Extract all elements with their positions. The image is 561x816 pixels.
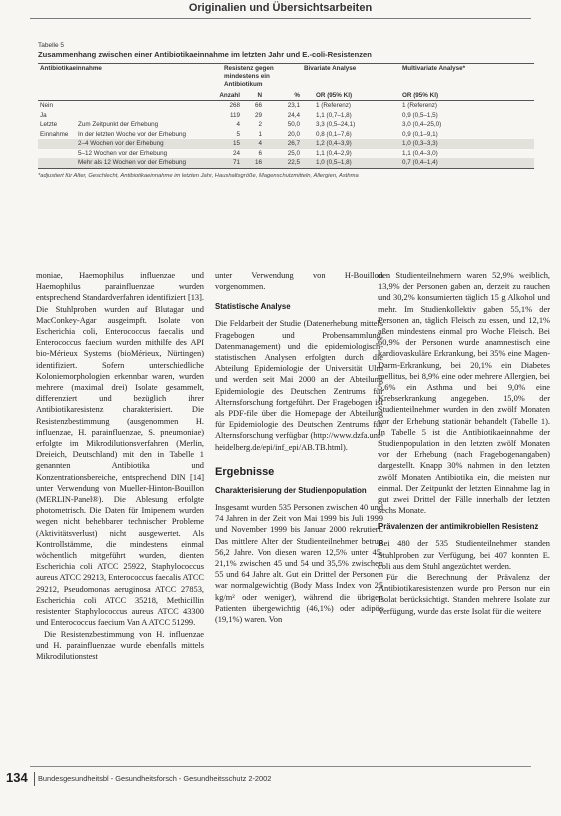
subhead-anzahl: Anzahl — [206, 90, 242, 101]
col-head-bivariate: Bivariate Analyse — [304, 65, 357, 72]
cell-n: 66 — [254, 102, 262, 110]
cell-intake — [38, 158, 76, 168]
cell-pct: 22,5 — [264, 158, 302, 168]
cell-intake: Einnahme — [40, 130, 69, 138]
cell-intake: Letzte — [40, 121, 58, 129]
subhead-or-multivariate: OR (95% KI) — [400, 90, 534, 101]
cell-intake — [38, 139, 76, 149]
table-row — [38, 101, 534, 111]
subheading-population: Charakterisierung der Studienpopulation — [215, 486, 367, 496]
cell-pct: 23,1 — [287, 102, 300, 110]
paragraph: Bei 480 der 535 Studienteilnehmer standen Stuhlproben zur Verfügung, bei 407 konnten E. coli aus dem Stuhl angezüchtet werden. — [378, 539, 550, 571]
col-head-intake: Antibiotikaeinnahme — [40, 65, 102, 72]
cell-timing: Zum Zeitpunkt der Erhebung — [78, 121, 159, 129]
cell-pct: 26,7 — [264, 139, 302, 149]
cell-anzahl: 15 — [206, 139, 242, 149]
subheading-prevalence: Prävalenzen der antimikrobiellen Resistenz — [378, 522, 539, 532]
paragraph: Die Feldarbeit der Studie (Datenerhebung mittels Fragebogen und Probensammlung, Datenmanagement) und die epidemiologisch-statistischen Analysen erfolgten durch die Abteilung Epidemiologie der Universität Ulm und werden seit Mai 2000 an der Abteilung Epidemiologie des Deutschen Zentrums für Alternsforschung fortgeführt. Der Fragebogen ist als PDF-file über die Homepage der Abteilung für Epidemiologie des Deutschen Zentrums für Alternsforschung verfügbar (http://www.dzfa.uni-heidelberg.de/epi/inf_epi/AB.TB.html). — [215, 319, 383, 452]
cell-pct: 25,0 — [287, 149, 300, 157]
table-footnote: *adjustiert für Alter, Geschlecht, Antibiotikaeinnahme im letzten Jahr, Haushaltsgröße, Magenschutzmitteln, Allergien, Asthma — [38, 172, 359, 179]
paragraph: den Studienteilnehmern waren 52,9% weiblich, 13,9% der Personen gaben an, derzeit zu rauchen und 30,2% konsumierten täglich 15 g Alkohol und mehr. Im Studienkollektiv gaben 55,1% der Personen an, täglich Fleisch zu essen, und 12,1% aßen mindestens einmal pro Woche Fleisch. Bei 60,9% der Personen wurde anamnestisch eine kardiovaskuläre Erkrankung, bei 35% eine Magen-Darm-Erkrankung, bei 20,1% ein Diabetes mellitus, bei 8,9% eine oder mehrere Allergien, bei 5,6% ein Asthma und bei 9,0% eine Krebserkrankung angegeben. 15,0% der Studienteilnehmer wurden in den zwölf Monaten vor der Erhebung stationär behandelt (Tabelle 1). In Tabelle 5 ist die Antibiotikaeinnahme der Studienpopulation in den letzten zwölf Monaten vor der Erhebung (nach Fragebogenangaben) dargestellt. Knapp 30% nahmen in den letzten zwölf Monaten Antibiotika ein, die meisten nur einmal. Der Zeitpunkt der letzten Einnahme lag in gut zwei Drittel der Fälle innerhalb der letzten sechs Monate. — [378, 271, 550, 516]
cell-timing: Mehr als 12 Wochen vor der Erhebung — [76, 158, 206, 168]
col-head-resistance: Resistenz gegen mindestens ein Antibiotikum — [224, 65, 274, 88]
paragraph: Insgesamt wurden 535 Personen zwischen 40 und 74 Jahren in der Zeit von Mai 1999 bis Juli 1999 und November 1999 bis Januar 2000 rekrutiert. Das mittlere Alter der Studienteilnehmer betrug 56,2 Jahre. Von diesen waren 12,5% unter 45, 21,1% zwischen 45 und 54 und 35,5% zwischen 55 und 64 Jahre alt. Gut ein Drittel der Personen war normalgewichtig (Body Mass Index von 25 kg/m² oder weniger), während die übrigen Patienten übergewichtig (46,1%) oder adipös (19,1%) waren. Von — [215, 503, 383, 625]
section-heading-results: Ergebnisse — [215, 465, 275, 478]
cell-n: 1 — [258, 130, 262, 138]
cell-anzahl: 24 — [232, 149, 240, 157]
cell-multivariate: 3,0 (0,4–25,0) — [402, 121, 442, 129]
cell-anzahl: 119 — [229, 111, 240, 119]
cell-bivariate: 0,8 (0,1–7,6) — [316, 130, 352, 138]
table-5 — [38, 42, 534, 179]
cell-pct: 50,0 — [287, 121, 300, 129]
table-row — [38, 130, 534, 140]
cell-anzahl: 4 — [236, 121, 240, 129]
table-row — [38, 139, 534, 149]
cell-multivariate: 0,9 (0,1–9,1) — [402, 130, 438, 138]
paragraph: unter Verwendung von H-Bouillon vorgenommen. — [215, 271, 383, 292]
page-number: 134 — [6, 770, 28, 785]
cell-timing: 5–12 Wochen vor der Erhebung — [78, 149, 168, 157]
cell-timing: 2–4 Wochen vor der Erhebung — [76, 139, 206, 149]
cell-bivariate: 3,3 (0,5–24,1) — [316, 121, 356, 129]
cell-timing — [76, 111, 206, 121]
cell-anzahl: 268 — [229, 102, 240, 110]
table-row — [38, 149, 534, 159]
cell-pct: 24,4 — [287, 111, 300, 119]
cell-bivariate: 1,0 (0,5–1,8) — [302, 158, 400, 168]
cell-multivariate: 1,0 (0,3–3,3) — [400, 139, 534, 149]
journal-footer: Bundesgesundheitsbl - Gesundheitsforsch - Gesundheitsschutz 2-2002 — [38, 774, 272, 783]
cell-n: 4 — [242, 139, 264, 149]
cell-timing: In der letzten Woche vor der Erhebung — [78, 130, 187, 138]
subheading-statistics: Statistische Analyse — [215, 302, 291, 312]
text-column-3 — [378, 270, 550, 617]
cell-multivariate: 1,1 (0,4–3,0) — [402, 149, 438, 157]
paragraph: Für die Berechnung der Prävalenz der Antibiotikaresistenzen wurde pro Person nur ein Isolat berücksichtigt. Standen mehrere Isolate zur Verfügung, wurde das erste Isolat für die weitere — [378, 573, 550, 616]
cell-intake — [38, 149, 76, 159]
table-row — [38, 111, 534, 121]
subhead-or-bivariate: OR (95% KI) — [302, 90, 400, 101]
cell-intake: Ja — [40, 111, 47, 119]
paragraph: Die Resistenzbestimmung von H. influenzae und H. parainfluenzae wurde ebenfalls mittels Mikrodilutionstest — [36, 629, 204, 661]
running-header: Originalien und Übersichtsarbeiten — [188, 2, 373, 14]
cell-n: 6 — [258, 149, 262, 157]
cell-n: 16 — [242, 158, 264, 168]
cell-multivariate: 0,7 (0,4–1,4) — [400, 158, 534, 168]
footer-rule — [30, 766, 531, 767]
cell-bivariate: 1,1 (0,7–1,8) — [316, 111, 352, 119]
subhead-pct: % — [264, 90, 302, 101]
cell-anzahl: 71 — [206, 158, 242, 168]
table-row — [38, 120, 534, 130]
text-column-2 — [215, 270, 383, 625]
text-column-1 — [36, 270, 204, 662]
header-rule — [30, 18, 531, 19]
table-row — [38, 158, 534, 168]
paragraph: moniae, Haemophilus influenzae und Haemophilus parainfluenzae wurden entsprechend Standardverfahren identifiziert [13]. Die Stuhlproben wurden auf Blutagar und MacConkey-Agar ausgeimpft. Isolate von Escherichia coli, Enterococcus faecalis und Enterococcus faecium wurden mithilfe des API bio-Mérieux Systems (bioMérieux, Nürtingen) identifiziert. Sofern unterschiedliche Koloniemorphologien erkennbar waren, wurden mehrere (maximal drei) Isolate gesammelt, differenziert und bezüglich ihrer Antibiotikaresistenz charakterisiert. Die Resistenzbestimmung (ausgenommen H. influenzae, H. parainfluenzae, S. pneumoniae) erfolgte im Mikrodilutionsverfahren (Merlin, Dreieich, Deutschland) mit den in Tabelle 1 genannten Antibiotika und Konzentrationsbereiche, entsprechend DIN [14] unter Verwendung von Mueller-Hinton-Bouillon (MERLIN-Panel®). Die Ablesung erfolgte photometrisch. Die Daten für Imipenem wurden wegen nicht behebbarer technischer Probleme (Aktivitätsverlust) nicht ausgewertet. Als Kontrollstämme, die mindestens einmal wöchentlich mitgeführt wurden, dienten Escherichia coli ATCC 25922, Staphylococcus aureus ATCC 29213, Enterococcus faecalis ATCC 29212, Pseudomonas aeruginosa ATCC 27853, Escherichia coli ATCC 35218, Methicillin resistenter Staphylococcus aureus ATCC 43300 und Enterococcus faecium Van A ATCC 51299. — [36, 271, 204, 628]
cell-bivariate: 1 (Referenz) — [316, 102, 351, 110]
col-head-multivariate: Multivariate Analyse* — [402, 65, 466, 72]
resistance-table — [38, 63, 534, 169]
cell-n: 2 — [258, 121, 262, 129]
subhead-n: N — [242, 90, 264, 101]
table-subheader-row — [38, 90, 534, 101]
cell-timing — [76, 101, 206, 111]
cell-pct: 20,0 — [287, 130, 300, 138]
cell-intake: Nein — [40, 102, 53, 110]
table-label: Tabelle 5 — [38, 42, 65, 49]
table-caption: Zusammenhang zwischen einer Antibiotikaeinnahme im letzten Jahr und E.-coli-Resistenzen — [38, 50, 372, 59]
cell-anzahl: 5 — [236, 130, 240, 138]
cell-bivariate: 1,2 (0,4–3,9) — [302, 139, 400, 149]
table-header-row — [38, 64, 534, 91]
cell-bivariate: 1,1 (0,4–2,9) — [316, 149, 352, 157]
cell-n: 29 — [254, 111, 262, 119]
footer-divider — [34, 772, 35, 786]
cell-multivariate: 1 (Referenz) — [402, 102, 437, 110]
cell-multivariate: 0,9 (0,5–1,5) — [402, 111, 438, 119]
